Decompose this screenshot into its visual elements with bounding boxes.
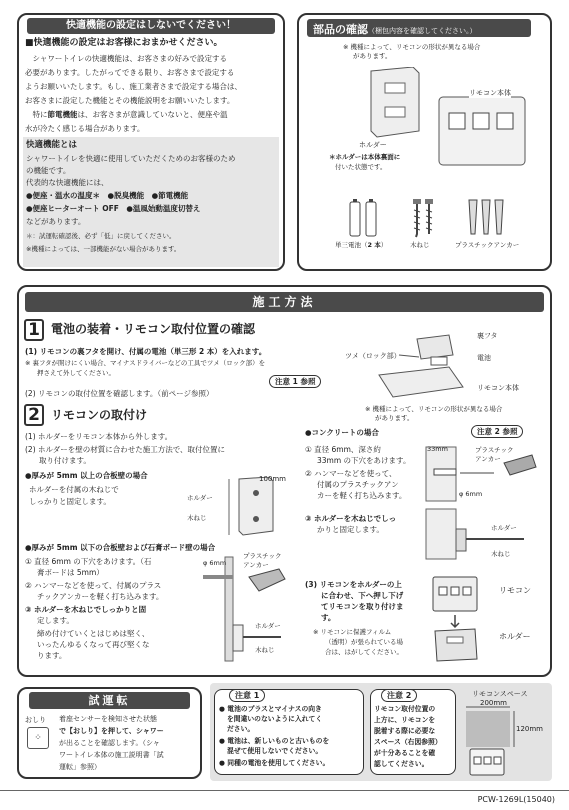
para-line: 水が冷たく感じる場合があります。 (25, 124, 145, 133)
oshiri-button-icon: ⁘ (27, 727, 49, 749)
thin-step: ② ハンマーなどを使って、付属のプラス (25, 581, 162, 590)
trial-line: で【おしり】を押して、シャワー (59, 727, 164, 735)
step1-number: 1 (24, 319, 44, 341)
para-line: ようお願いいたします。もし、施工業者さまで設定する場合は、 (25, 82, 242, 91)
thin-holder-label: ホルダー (255, 622, 281, 630)
feature-note: ※機種によっては、一部機能がない場合があります。 (26, 245, 181, 253)
trial-line: ワートイレ本体の施工説明書「試 (59, 751, 164, 759)
step1-note: 押さえて外してください。 (37, 369, 115, 377)
step1-note: ※ 裏フタが開けにくい場合、マイナスドライバーなどの工具でツメ（ロック部）を (25, 359, 266, 367)
para-line: シャワートイレの快適機能は、お客さまの好みで設定する (25, 54, 227, 63)
feature-subtitle: 快適機能とは (26, 140, 78, 150)
caution2-line: リモコン取付位置の (374, 705, 436, 713)
space-width: 200mm (480, 699, 507, 707)
thick-wall-text: しっかりと固定します。 (29, 497, 111, 506)
dim-33mm: 33mm (427, 445, 448, 453)
holder-illustration (363, 67, 427, 141)
remote-space-diagram (460, 703, 550, 779)
concrete-step: かりと固定します。 (317, 525, 384, 534)
trial-line: 着座センサーを検知させた状態 (59, 715, 157, 723)
attach-step: (3) リモコンをホルダーの上 (305, 580, 402, 589)
holder-note: 付いた状態です。 (335, 163, 387, 171)
oshiri-label: おしり (25, 716, 46, 724)
remote-label: リモコン本体 (469, 89, 511, 97)
parts-title-bar (307, 19, 531, 37)
comfort-banner: 快適機能の設定はしないでください！ (27, 18, 275, 34)
attach-remote-label: リモコン (499, 586, 531, 595)
wall-holder-label: ホルダー (187, 494, 213, 502)
caution1-item: ● 同種の電池を使用してください。 (219, 759, 330, 767)
trial-line: 運転」参照） (59, 763, 101, 771)
comfort-settings-panel (17, 13, 285, 271)
para-line: 特に節電機能は、お客さまが意識していないと、便座や温 (25, 110, 228, 119)
trial-line: が出ることを確認します。（シャ (59, 739, 160, 747)
trial-run-panel (17, 687, 202, 779)
thin-wall-title: ●厚みが 5mm 以下の合板壁および石膏ボード壁の場合 (25, 543, 216, 552)
space-height: 120mm (516, 725, 543, 733)
thin-step: 締め付けていくとはじめは堅く、 (37, 629, 150, 638)
step1-title: 電池の装着・リモコン取付位置の確認 (51, 322, 256, 336)
caution2-line: 脱着する際に必要な (374, 727, 436, 735)
thin-step: チックアンカーを軽く打ち込みます。 (37, 592, 164, 601)
film-note: ※ リモコンに保護フィルム (313, 628, 392, 636)
parts-subtitle: （梱包内容を確認してください。） (368, 27, 477, 35)
concrete-step: ③ ホルダーを木ねじでしっ (305, 514, 397, 523)
installation-title: 施工方法 (25, 292, 544, 312)
wall-screw-label: 木ねじ (187, 514, 207, 522)
remote-body-label: リモコン本体 (477, 384, 519, 392)
caution1-title: 注意 1 (229, 689, 265, 702)
caution1-ref: 注意 1 参照 (269, 375, 321, 388)
caution1-item: を間違いのないように入れてく (227, 715, 323, 723)
concrete-step: カーを軽く打ち込みます。 (317, 491, 407, 500)
doc-code: PCW-1269L(15040) (477, 795, 555, 804)
parts-note: ※ 機種によって、リモコンの形状が異なる場合 (343, 43, 481, 51)
caution1-item: ● 電池のプラスとマイナスの向き (219, 705, 322, 713)
anchor-icon (467, 198, 507, 238)
caution1-item: ● 電池は、新しいものと古いものを (219, 737, 330, 745)
feature-line: 代表的な快適機能には、 (26, 178, 109, 187)
thin-anchor-label: アンカー (243, 561, 269, 569)
battery-label: 単三電池（2 本） (335, 241, 388, 249)
caution1-item: 混ぜて使用しないでください。 (227, 747, 323, 755)
thin-dim-6mm: φ 6mm (203, 559, 227, 567)
footer-divider (0, 790, 569, 791)
thick-wall-title: ●厚みが 5mm 以上の合板壁の場合 (25, 471, 148, 480)
concrete-dim-6mm: φ 6mm (459, 490, 483, 498)
attach-step: に合わせ、下へ押し下げ (321, 591, 404, 600)
claw-label: ツメ（ロック部） (345, 352, 401, 360)
installation-section (17, 285, 552, 677)
feature-line: などがあります。 (26, 217, 86, 226)
step2-line2: (2) ホルダーを壁の材質に合わせた施工方法で、取付位置に (25, 445, 226, 454)
step2-line2: 取り付けます。 (39, 456, 91, 465)
concrete-title: ●コンクリートの場合 (305, 428, 379, 437)
caution2-line: 上方に、リモコンを (374, 716, 436, 724)
model-note: ※ 機種によって、リモコンの形状が異なる場合 (365, 405, 503, 413)
concrete-holder-label: ホルダー (491, 524, 517, 532)
feature-note: ＊：試運転確認後、必ず「低」に戻してください。 (26, 232, 176, 240)
thin-step: ① 直径 6mm の下穴をあけます。（石 (25, 557, 152, 566)
thin-screw-label: 木ねじ (255, 646, 275, 654)
caution2-line: 認してください。 (374, 760, 429, 768)
concrete-step: 33mm の下穴をあけます。 (317, 456, 411, 465)
concrete-step: ① 直径 6mm、深さ約 (305, 445, 381, 454)
cautions-area (210, 683, 552, 781)
thick-wall-text: ホルダーを付属の木ねじで (29, 485, 119, 494)
battery-part-label: 電池 (477, 354, 491, 362)
para-line: 必要があります。したがってできる限り、お客さまで設定する (25, 68, 235, 77)
feature-line: の機能です。 (26, 166, 71, 175)
feature-list: ●便座・温水の温度＊ ●脱臭機能 ●節電機能 (26, 191, 189, 200)
parts-note: があります。 (353, 52, 392, 60)
screw-icon (411, 198, 435, 238)
para-line: お客さまに設定した機能とその機能説明をお願いいたします。 (25, 96, 235, 105)
caution1-panel (214, 689, 364, 775)
concrete-anchor-label: アンカー (475, 455, 501, 463)
concrete-screw-label: 木ねじ (491, 550, 511, 558)
caution2-panel (370, 689, 456, 775)
remote-illustration (437, 95, 529, 169)
screw-label: 木ねじ (410, 241, 430, 249)
battery-icon (347, 198, 381, 238)
step2-line1: (1) ホルダーをリモコン本体から外します。 (25, 432, 173, 441)
concrete-step: ② ハンマーなどを使って、 (305, 469, 397, 478)
step2-number: 2 (24, 404, 44, 426)
caution2-ref: 注意 2 参照 (471, 425, 523, 438)
attach-step: てリモコンを取り付けま (321, 602, 404, 611)
comfort-title: ■快適機能の設定はお客様におまかせください。 (25, 38, 223, 48)
thin-anchor-label: プラスチック (243, 552, 282, 560)
thin-step: ③ ホルダーを木ねじでしっかりと固 (25, 605, 147, 614)
holder-note: ＊ホルダーは本体裏面に (329, 153, 401, 161)
attach-step: す。 (321, 613, 336, 622)
caution2-line: が十分あることを確 (374, 749, 436, 757)
parts-title: 部品の確認 (313, 23, 368, 36)
caution2-line: スペース（右図参照） (374, 738, 442, 746)
attach-holder-label: ホルダー (499, 632, 531, 641)
feature-line: シャワートイレを快適に使用していただくためのお客様のため (26, 154, 236, 163)
thin-step: 定します。 (37, 616, 74, 625)
thin-step: いったんゆるくなって再び堅くな (37, 640, 150, 649)
thin-wall-illustration (189, 555, 299, 665)
film-note: （透明）が張られている場 (325, 638, 403, 646)
parts-check-panel (297, 13, 552, 271)
holder-label: ホルダー (359, 141, 387, 149)
film-note: 合は、はがしてください。 (325, 648, 403, 656)
remote-space-title: リモコンスペース (472, 690, 528, 698)
wall-holder-illustration (219, 477, 289, 537)
thin-step: ります。 (37, 651, 67, 660)
caution2-title: 注意 2 (381, 689, 417, 702)
caution1-item: ださい。 (227, 725, 255, 733)
step2-title: リモコンの取付け (51, 408, 148, 422)
anchor-label: プラスチックアンカー (455, 241, 520, 249)
step1-line1: (1) リモコンの裏フタを開け、付属の電池（単三形 2 本）を入れます。 (25, 347, 267, 356)
attach-illustration (429, 575, 493, 665)
dim-100mm: 100mm (259, 475, 286, 483)
remote-cover-illustration (359, 327, 469, 407)
concrete-step: 付属のプラスチックアン (317, 480, 399, 489)
step1-line2: (2) リモコンの取付位置を確認します。（前ページ参照） (25, 389, 214, 398)
thin-step: 膏ボードは 5mm） (37, 568, 104, 577)
feature-list: ●便座ヒーターオート OFF ●温風始動温度切替え (26, 204, 201, 213)
concrete-anchor-label: プラスチック (475, 446, 514, 454)
cover-label: 裏フタ (477, 332, 498, 340)
model-note: があります。 (375, 414, 414, 422)
comfort-feature-box (23, 137, 279, 267)
trial-title: 試運転 (29, 692, 190, 709)
